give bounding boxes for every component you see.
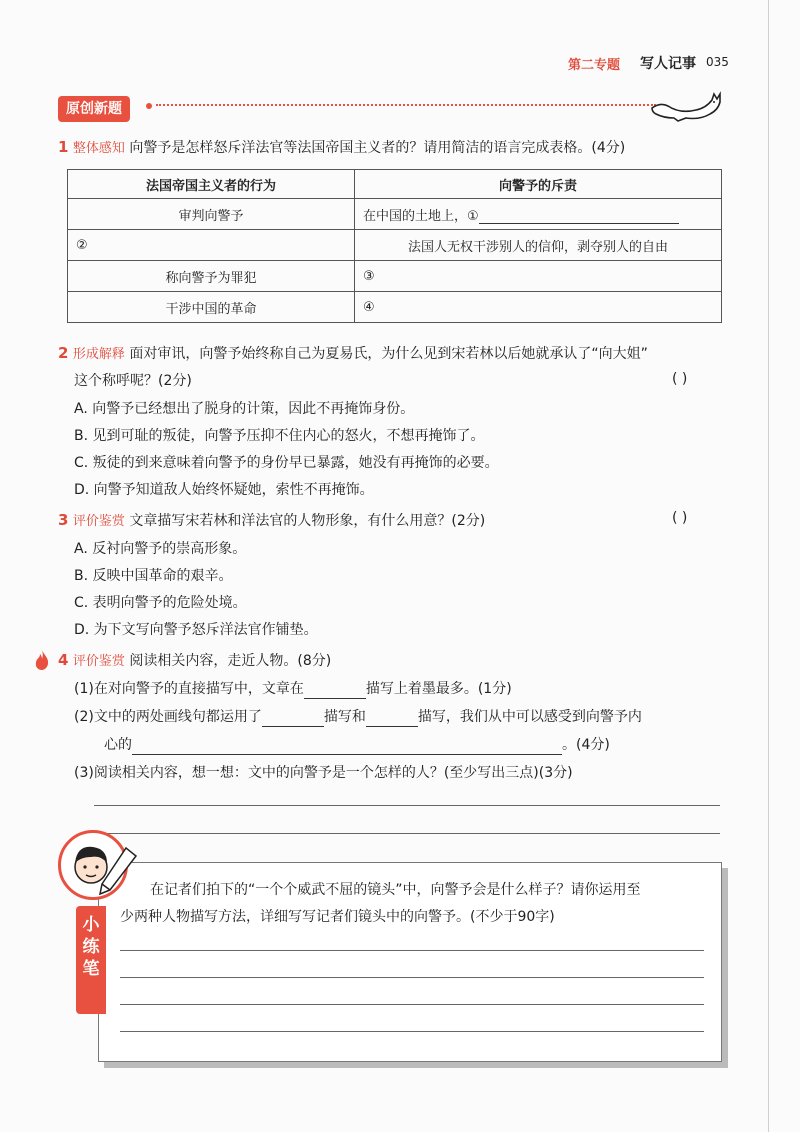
answer-line[interactable] [120, 1031, 704, 1032]
practice-tab-char: 笔 [82, 959, 100, 979]
q1-number: 1 [58, 138, 69, 156]
q3-tag: 评价鉴赏 [72, 514, 125, 529]
q2-option-a[interactable]: A. 向警予已经想出了脱身的计策，因此不再掩饰身份。 [74, 401, 415, 417]
q4-sub2-b: 描写和 [323, 709, 366, 725]
q2-text: 面对审讯，向警予始终称自己为夏易氏，为什么见到宋若林以后她就承认了“向大姐” [129, 346, 648, 362]
table-cell-text: 在中国的土地上，① [363, 208, 479, 224]
q4-sub1-a: (1)在对向警予的直接描写中，文章在 [74, 681, 304, 697]
section-badge: 原创新题 [58, 96, 130, 122]
q1-tag: 整体感知 [72, 141, 125, 156]
header-title: 写人记事 [640, 56, 696, 72]
table-row [68, 292, 722, 323]
table-cell: 称向警予为罪犯 [68, 261, 355, 292]
q4-sub1-b: 描写上着墨最多。(1分) [365, 681, 512, 697]
q4-sub2-d: 心的 [104, 737, 132, 753]
page-number: 035 [706, 55, 729, 69]
practice-line2: 少两种人物描写方法，详细写写记者们镜头中的向警予。(不少于90字) [120, 909, 555, 925]
answer-blank[interactable] [304, 698, 366, 699]
practice-tab [76, 906, 106, 1014]
practice-tab-char: 小 [82, 915, 100, 935]
q4-tag: 评价鉴赏 [72, 654, 125, 669]
cat-icon [650, 88, 725, 122]
q1-table [67, 169, 722, 323]
q3-prompt [58, 510, 485, 532]
table-cell-answer[interactable]: ② [68, 230, 355, 261]
answer-blank[interactable] [132, 754, 562, 755]
table-head-right: 向警予的斥责 [355, 170, 722, 199]
table-row [68, 199, 722, 230]
table-cell-answer[interactable] [355, 199, 722, 230]
practice-line1: 在记者们拍下的“一个个威武不屈的镜头”中，向警予会是什么样子？请你运用至 [150, 882, 641, 898]
answer-blank[interactable] [262, 726, 324, 727]
answer-line[interactable] [94, 805, 720, 806]
table-row [68, 261, 722, 292]
practice-tab-char: 练 [82, 937, 100, 957]
table-header-row [68, 170, 722, 199]
q4-prompt [58, 650, 331, 672]
badge-dot-icon [146, 103, 152, 109]
q1-text: 向警予是怎样怒斥洋法官等法国帝国主义者的？请用简洁的语言完成表格。(4分) [129, 140, 626, 156]
pencil-icon [96, 846, 140, 898]
q2-prompt [58, 343, 648, 365]
q4-number: 4 [58, 651, 69, 669]
answer-line[interactable] [120, 1004, 704, 1005]
q2-text-cont: 这个称呼呢？(2分) [74, 373, 192, 389]
q4-text: 阅读相关内容，走近人物。(8分) [129, 653, 332, 669]
table-cell-answer[interactable]: ④ [355, 292, 722, 323]
q4-sub2 [74, 707, 642, 727]
table-cell-answer[interactable]: ③ [355, 261, 722, 292]
q4-sub3: (3)阅读相关内容，想一想：文中的向警予是一个怎样的人？(至少写出三点)(3分) [74, 765, 573, 781]
table-head-left: 法国帝国主义者的行为 [68, 170, 355, 199]
q3-option-c[interactable]: C. 表明向警予的危险处境。 [74, 595, 247, 611]
q2-tag: 形成解释 [72, 347, 125, 362]
q4-sub2-e: 。(4分) [562, 737, 610, 753]
q2-option-d[interactable]: D. 向警予知道敌人始终怀疑她，索性不再掩饰。 [74, 482, 374, 498]
table-cell: 干涉中国的革命 [68, 292, 355, 323]
table-cell: 法国人无权干涉别人的信仰，剥夺别人的自由 [355, 230, 722, 261]
q3-option-a[interactable]: A. 反衬向警予的崇高形象。 [74, 541, 247, 557]
q4-sub2-cont [104, 735, 610, 755]
flame-icon [34, 649, 50, 671]
answer-line[interactable] [94, 833, 720, 834]
page-edge-line [768, 0, 769, 1132]
q2-option-b[interactable]: B. 见到可耻的叛徒，向警予压抑不住内心的怒火，不想再掩饰了。 [74, 428, 485, 444]
q2-answer-paren[interactable]: ( ) [672, 371, 688, 387]
q3-number: 3 [58, 511, 69, 529]
q2-option-c[interactable]: C. 叛徒的到来意味着向警予的身份早已暴露，她没有再掩饰的必要。 [74, 455, 499, 471]
header-section: 第二专题 [568, 58, 621, 73]
q4-sub2-c: 描写，我们从中可以感受到向警予内 [417, 709, 642, 725]
answer-blank[interactable] [479, 223, 679, 224]
dotted-divider [156, 104, 656, 106]
table-row [68, 230, 722, 261]
q3-option-d[interactable]: D. 为下文写向警予怒斥洋法官作铺垫。 [74, 622, 318, 638]
q3-answer-paren[interactable]: ( ) [672, 510, 688, 526]
answer-line[interactable] [120, 950, 704, 951]
q1-prompt [58, 137, 625, 159]
answer-blank[interactable] [366, 726, 418, 727]
q3-text: 文章描写宋若林和洋法官的人物形象，有什么用意？(2分) [129, 513, 486, 529]
q2-number: 2 [58, 344, 69, 362]
table-cell: 审判向警予 [68, 199, 355, 230]
q4-sub1 [74, 679, 512, 699]
answer-line[interactable] [120, 977, 704, 978]
q3-option-b[interactable]: B. 反映中国革命的艰辛。 [74, 568, 233, 584]
q4-sub2-a: (2)文中的两处画线句都运用了 [74, 709, 262, 725]
